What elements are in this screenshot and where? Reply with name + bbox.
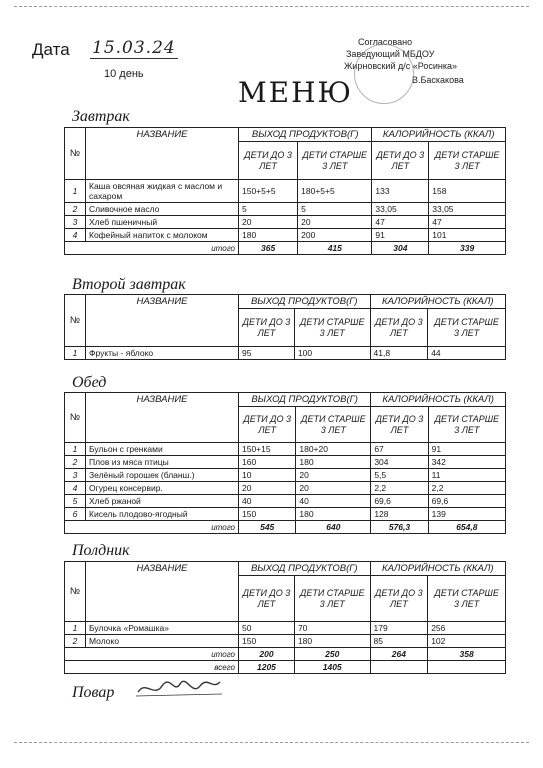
kcal-over3: 139 (428, 508, 505, 521)
table-row (65, 203, 506, 216)
kcal-under3: 33,05 (372, 203, 429, 216)
col-under3: ДЕТИ ДО 3 ЛЕТ (239, 309, 295, 347)
output-over3: 5 (298, 203, 372, 216)
item-name: Булочка «Ромашка» (86, 622, 239, 635)
row-number: 1 (65, 347, 86, 360)
col-kcal: КАЛОРИЙНОСТЬ (ККАЛ) (371, 393, 506, 407)
output-under3: 20 (239, 216, 298, 229)
output-over3: 180 (296, 508, 371, 521)
total-output-under3: 365 (239, 242, 298, 255)
col-num: № (65, 128, 86, 180)
output-under3: 150+5+5 (239, 180, 298, 203)
col-kcal: КАЛОРИЙНОСТЬ (ККАЛ) (370, 295, 506, 309)
approval-line-3: Жирновский д/с «Росинка» (344, 61, 458, 71)
total-row (65, 648, 506, 661)
total-output-over3: 250 (294, 648, 370, 661)
output-over3: 100 (294, 347, 370, 360)
grand-kcal-under3 (370, 661, 428, 674)
date-label: Дата (32, 40, 70, 59)
kcal-under3: 91 (372, 229, 429, 242)
item-name: Хлеб ржаной (86, 495, 239, 508)
table-row (65, 469, 506, 482)
grand-output-under3: 1205 (239, 661, 295, 674)
col-under3: ДЕТИ ДО 3 ЛЕТ (239, 407, 296, 443)
col-over3: ДЕТИ СТАРШЕ 3 ЛЕТ (294, 309, 370, 347)
kcal-over3: 342 (428, 456, 505, 469)
kcal-over3: 102 (428, 635, 506, 648)
output-over3: 20 (296, 482, 371, 495)
output-over3: 180+20 (296, 443, 371, 456)
output-under3: 150 (239, 508, 296, 521)
table-row (65, 443, 506, 456)
day-number: 10 день (104, 68, 144, 80)
approval-line-2: Заведующий МБДОУ (346, 49, 435, 59)
grand-total-label: всего (65, 661, 239, 674)
kcal-under3: 128 (371, 508, 428, 521)
row-number: 3 (65, 469, 86, 482)
total-row (65, 242, 506, 255)
output-under3: 150 (239, 635, 295, 648)
kcal-under3: 41,8 (370, 347, 428, 360)
output-under3: 150+15 (239, 443, 296, 456)
table-row (65, 482, 506, 495)
table-row (65, 216, 506, 229)
section-title-second: Второй завтрак (72, 276, 186, 293)
col-num: № (65, 562, 86, 622)
item-name: Бульон с гренками (86, 443, 239, 456)
row-number: 1 (65, 622, 86, 635)
col-name: НАЗВАНИЕ (86, 128, 239, 180)
approval-stamp (336, 36, 494, 114)
signature-icon (134, 676, 224, 700)
row-number: 1 (65, 180, 86, 203)
snack-rows (65, 622, 506, 648)
table-header-row (65, 295, 506, 309)
kcal-under3: 133 (372, 180, 429, 203)
col-kcal: КАЛОРИЙНОСТЬ (ККАЛ) (372, 128, 506, 142)
item-name: Огурец консервир. (86, 482, 239, 495)
col-name: НАЗВАНИЕ (86, 295, 239, 347)
second-breakfast-rows (65, 347, 506, 360)
kcal-under3: 47 (372, 216, 429, 229)
cook-label: Повар (72, 684, 115, 701)
date-value: 15.03.24 (92, 38, 176, 58)
col-output: ВЫХОД ПРОДУКТОВ(Г) (239, 562, 371, 576)
output-over3: 20 (296, 469, 371, 482)
output-under3: 180 (239, 229, 298, 242)
col-output: ВЫХОД ПРОДУКТОВ(Г) (239, 393, 371, 407)
table-row (65, 456, 506, 469)
kcal-under3: 69,6 (371, 495, 428, 508)
col-over3: ДЕТИ СТАРШЕ 3 ЛЕТ (296, 407, 371, 443)
total-output-over3: 640 (296, 521, 371, 534)
col-kcal-over3: ДЕТИ СТАРШЕ 3 ЛЕТ (428, 576, 506, 622)
table-row (65, 635, 506, 648)
output-under3: 160 (239, 456, 296, 469)
kcal-over3: 33,05 (429, 203, 506, 216)
output-under3: 20 (239, 482, 296, 495)
snack-table (64, 561, 506, 674)
total-kcal-under3: 576,3 (371, 521, 428, 534)
col-name: НАЗВАНИЕ (86, 393, 239, 443)
output-over3: 40 (296, 495, 371, 508)
output-over3: 20 (298, 216, 372, 229)
output-over3: 180+5+5 (298, 180, 372, 203)
table-row (65, 495, 506, 508)
table-row (65, 508, 506, 521)
kcal-over3: 256 (428, 622, 506, 635)
kcal-under3: 2,2 (371, 482, 428, 495)
col-num: № (65, 393, 86, 443)
row-number: 5 (65, 495, 86, 508)
page-title: МЕНЮ (238, 76, 353, 109)
row-number: 2 (65, 203, 86, 216)
item-name: Кисель плодово-ягодный (86, 508, 239, 521)
bottom-edge-line (14, 742, 529, 743)
approval-line-1: Согласовано (358, 37, 413, 47)
col-output: ВЫХОД ПРОДУКТОВ(Г) (239, 128, 372, 142)
total-label: итого (65, 521, 239, 534)
item-name: Кофейный напиток с молоком (86, 229, 239, 242)
table-header-row (65, 393, 506, 407)
output-over3: 200 (298, 229, 372, 242)
table-row (65, 347, 506, 360)
kcal-under3: 5,5 (371, 469, 428, 482)
row-number: 4 (65, 482, 86, 495)
row-number: 4 (65, 229, 86, 242)
approval-line-4: В.Баскакова (412, 75, 464, 85)
output-under3: 95 (239, 347, 295, 360)
lunch-rows (65, 443, 506, 521)
kcal-over3: 69,6 (428, 495, 505, 508)
output-over3: 180 (296, 456, 371, 469)
item-name: Сливочное масло (86, 203, 239, 216)
kcal-under3: 179 (370, 622, 428, 635)
total-output-over3: 415 (298, 242, 372, 255)
kcal-under3: 67 (371, 443, 428, 456)
kcal-under3: 304 (371, 456, 428, 469)
kcal-over3: 158 (429, 180, 506, 203)
table-row (65, 622, 506, 635)
lunch-table (64, 392, 506, 534)
col-kcal-under3: ДЕТИ ДО 3 ЛЕТ (371, 407, 428, 443)
row-number: 2 (65, 635, 86, 648)
second-breakfast-table (64, 294, 506, 360)
output-under3: 40 (239, 495, 296, 508)
breakfast-rows (65, 180, 506, 242)
kcal-over3: 47 (429, 216, 506, 229)
breakfast-table (64, 127, 506, 255)
total-row (65, 521, 506, 534)
col-under3: ДЕТИ ДО 3 ЛЕТ (239, 576, 295, 622)
section-title-lunch: Обед (72, 374, 107, 391)
table-header-row (65, 128, 506, 142)
col-num: № (65, 295, 86, 347)
section-title-breakfast: Завтрак (72, 108, 130, 125)
col-kcal-over3: ДЕТИ СТАРШЕ 3 ЛЕТ (429, 142, 506, 180)
total-kcal-over3: 358 (428, 648, 506, 661)
total-kcal-under3: 304 (372, 242, 429, 255)
kcal-over3: 91 (428, 443, 505, 456)
item-name: Каша овсяная жидкая с маслом и сахаром (86, 180, 239, 203)
output-under3: 10 (239, 469, 296, 482)
output-under3: 50 (239, 622, 295, 635)
grand-kcal-over3 (428, 661, 506, 674)
total-output-under3: 200 (239, 648, 295, 661)
total-label: итого (65, 242, 239, 255)
col-kcal-under3: ДЕТИ ДО 3 ЛЕТ (370, 576, 428, 622)
col-name: НАЗВАНИЕ (86, 562, 239, 622)
col-over3: ДЕТИ СТАРШЕ 3 ЛЕТ (298, 142, 372, 180)
output-over3: 180 (294, 635, 370, 648)
kcal-over3: 101 (429, 229, 506, 242)
item-name: Плов из мяса птицы (86, 456, 239, 469)
item-name: Фрукты - яблоко (86, 347, 239, 360)
row-number: 6 (65, 508, 86, 521)
row-number: 3 (65, 216, 86, 229)
grand-output-over3: 1405 (294, 661, 370, 674)
total-output-under3: 545 (239, 521, 296, 534)
kcal-over3: 44 (428, 347, 506, 360)
top-edge-line (14, 6, 529, 7)
total-kcal-under3: 264 (370, 648, 428, 661)
kcal-over3: 2,2 (428, 482, 505, 495)
output-over3: 70 (294, 622, 370, 635)
total-label: итого (65, 648, 239, 661)
grand-total-row (65, 661, 506, 674)
col-kcal: КАЛОРИЙНОСТЬ (ККАЛ) (370, 562, 506, 576)
col-output: ВЫХОД ПРОДУКТОВ(Г) (239, 295, 371, 309)
col-over3: ДЕТИ СТАРШЕ 3 ЛЕТ (294, 576, 370, 622)
total-kcal-over3: 339 (429, 242, 506, 255)
total-kcal-over3: 654,8 (428, 521, 505, 534)
kcal-under3: 85 (370, 635, 428, 648)
row-number: 2 (65, 456, 86, 469)
table-header-row (65, 562, 506, 576)
item-name: Хлеб пшеничный (86, 216, 239, 229)
col-under3: ДЕТИ ДО 3 ЛЕТ (239, 142, 298, 180)
col-kcal-under3: ДЕТИ ДО 3 ЛЕТ (370, 309, 428, 347)
col-kcal-over3: ДЕТИ СТАРШЕ 3 ЛЕТ (428, 407, 505, 443)
item-name: Зелёный горошек (бланш.) (86, 469, 239, 482)
col-kcal-over3: ДЕТИ СТАРШЕ 3 ЛЕТ (428, 309, 506, 347)
col-kcal-under3: ДЕТИ ДО 3 ЛЕТ (372, 142, 429, 180)
row-number: 1 (65, 443, 86, 456)
section-title-snack: Полдник (72, 542, 130, 559)
seal-icon (354, 44, 414, 104)
kcal-over3: 11 (428, 469, 505, 482)
table-row (65, 180, 506, 203)
output-under3: 5 (239, 203, 298, 216)
table-row (65, 229, 506, 242)
item-name: Молоко (86, 635, 239, 648)
